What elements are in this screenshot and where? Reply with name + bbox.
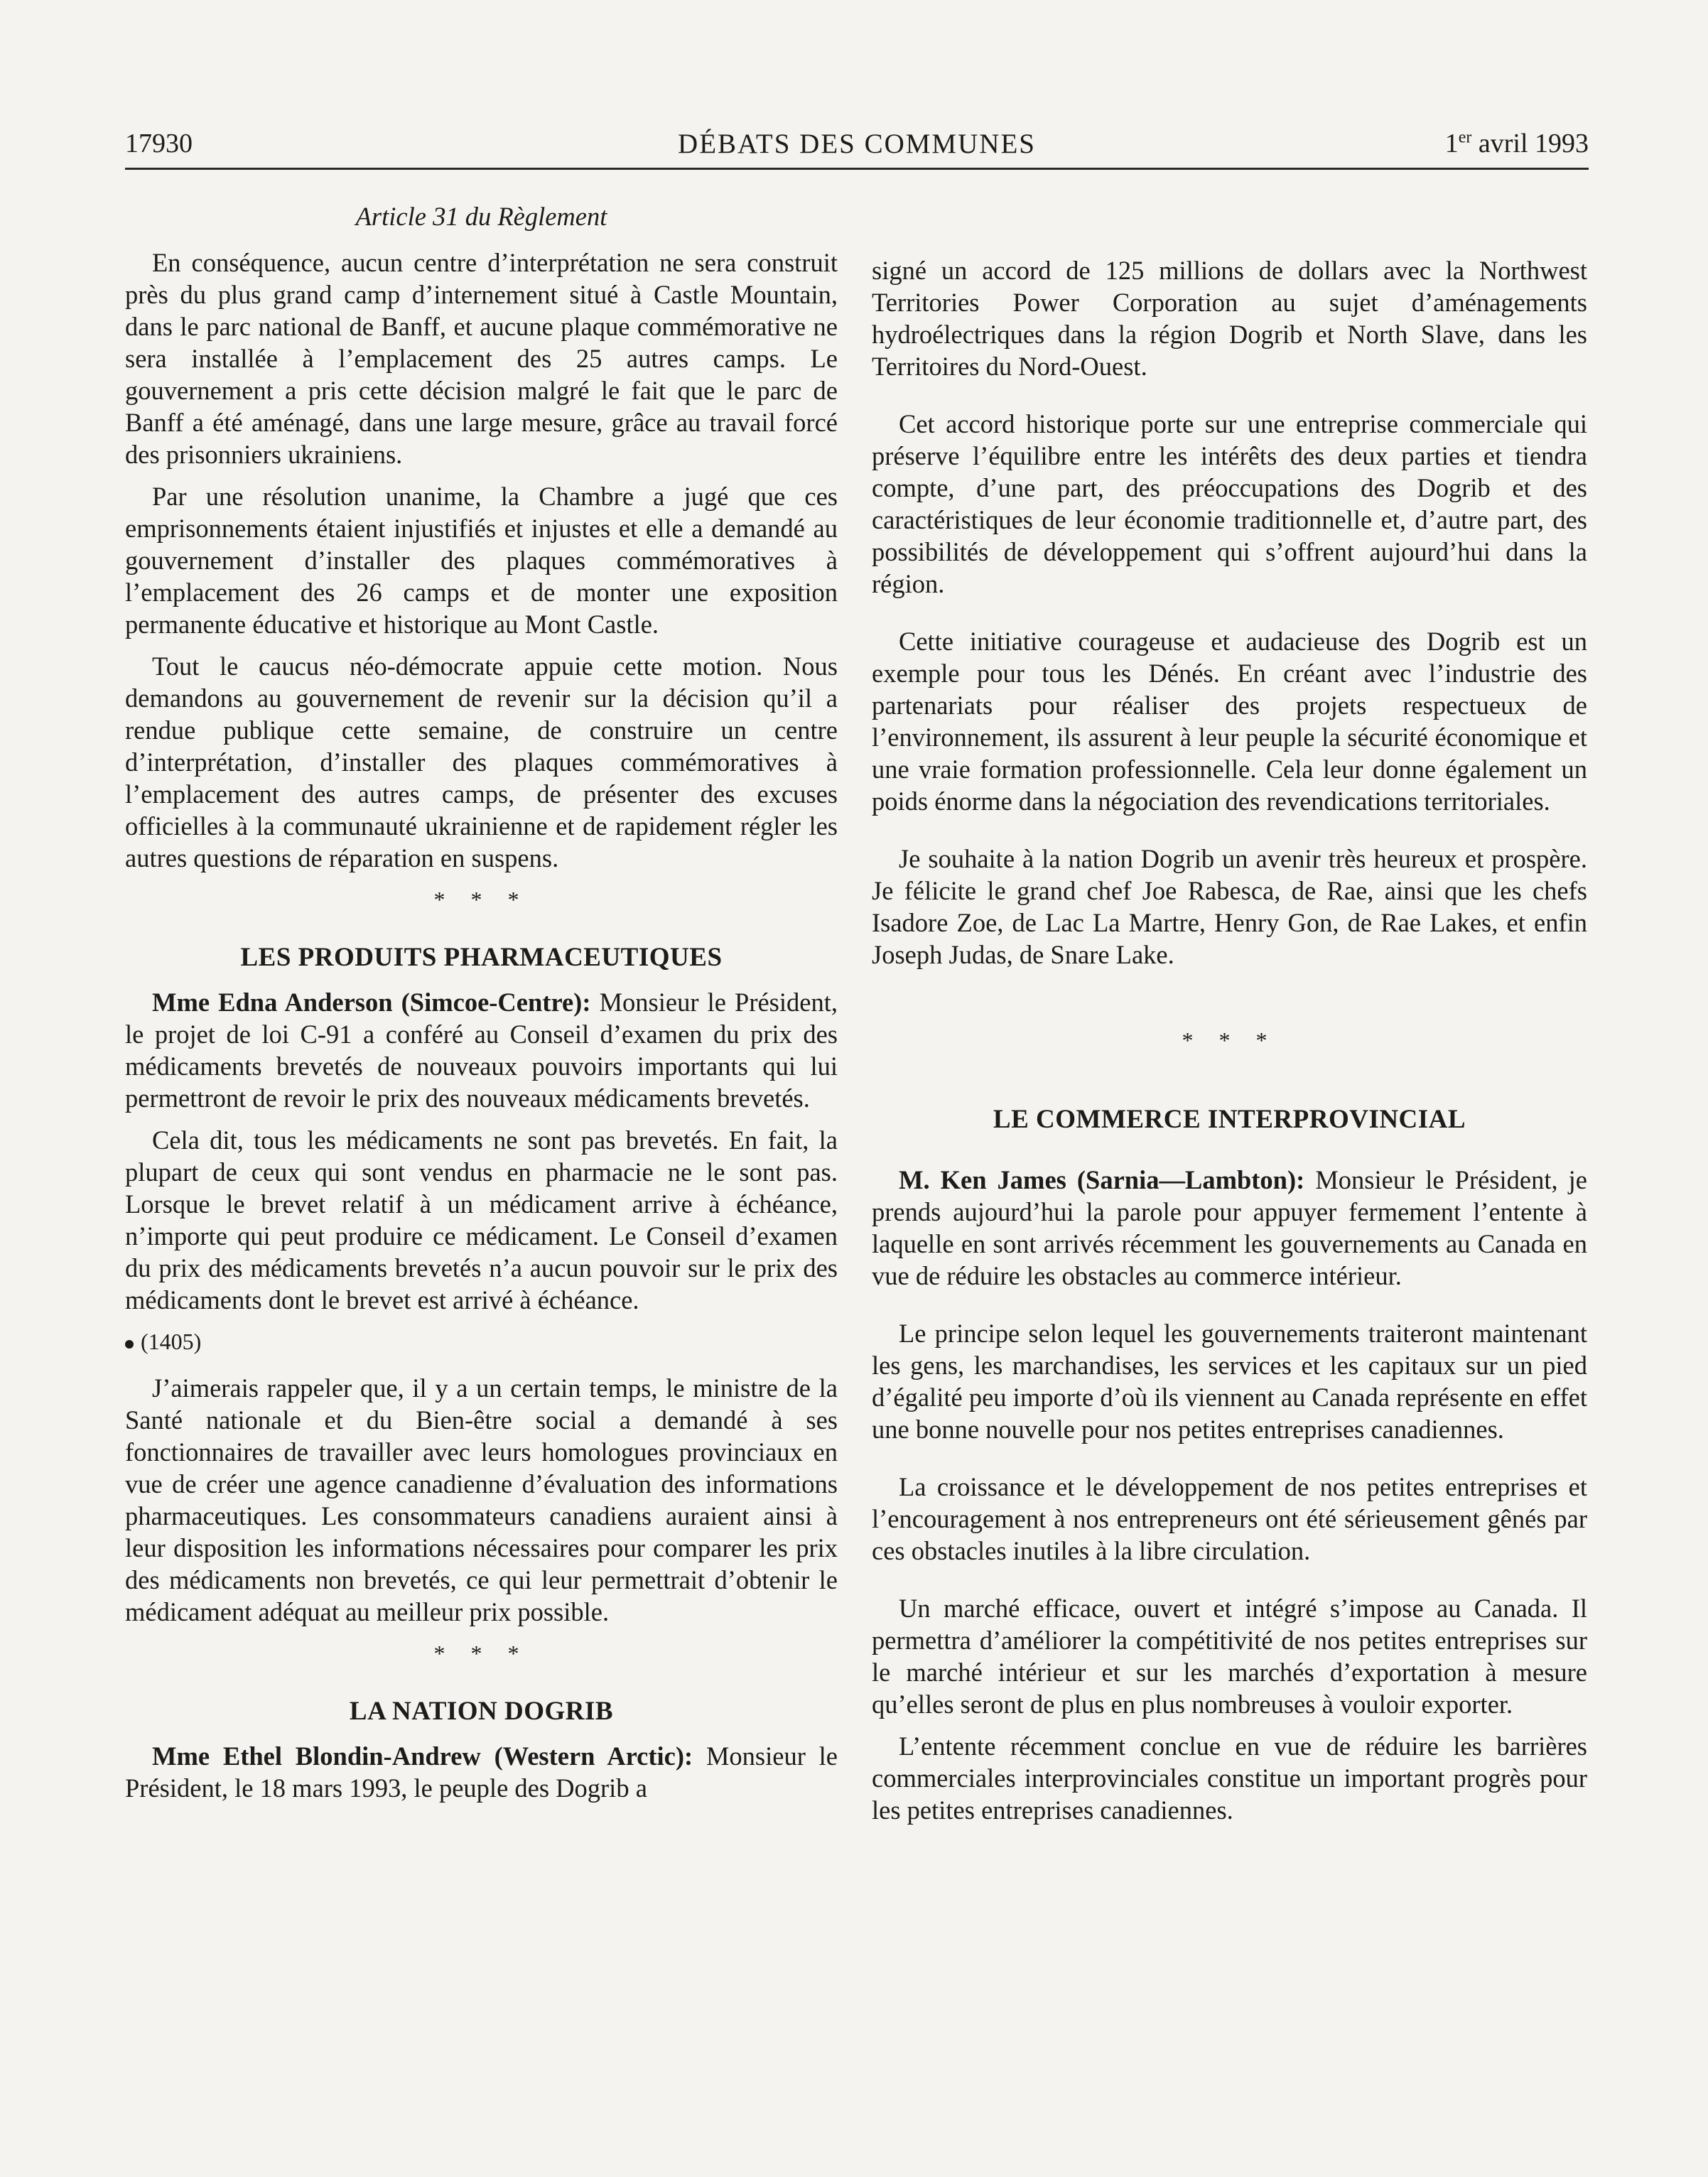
left-column [125,200,838,1814]
section-heading: LE COMMERCE INTERPROVINCIAL [993,1105,1466,1134]
speaker-name: Mme Edna Anderson (Simcoe-Centre): [152,988,591,1017]
paragraph: Cette initiative courageuse et audacieuse des Dogrib est un exemple pour tous les Dénés. En créant avec l’industrie des partenariats pour réaliser des projets respectueux de l’environnement, ils assurent à leur peuple la sécurité économique et une vraie formation professionnelle. Cela leur donne également un poids énorme dans la négociation des revendications territoriales. [872,627,1587,816]
paragraph: Tout le caucus néo-démocrate appuie cette motion. Nous demandons au gouvernement de revenir sur la décision qu’il a rendue publique cette semaine, de construire un centre d’interprétation, d’installer des plaques commémoratives à l’emplacement des autres camps, de présenter des excuses officielles à la communauté ukrainienne et de rapidement régler les autres questions de réparation en suspens. [125,652,838,873]
bullet-icon [125,1340,134,1349]
right-column [872,254,1587,1836]
article-heading: Article 31 du Règlement [355,202,607,231]
publication-date: 1er avril 1993 [1444,128,1589,158]
paragraph: L’entente récemment conclue en vue de réduire les barrières commerciales interprovinciales constitue un important progrès pour les petites entreprises canadiennes. [872,1732,1587,1825]
section-separator: * * * [433,1641,529,1666]
paragraph: En conséquence, aucun centre d’interprétation ne sera construit près du plus grand camp d’internement situé à Castle Mountain, dans le parc national de Banff, et aucune plaque commémorative ne sera installée à l’emplacement des 25 autres camps. Le gouvernement a pris cette décision malgré le fait que le parc de Banff a été aménagé, dans une large mesure, grâce au travail forcé des prisonniers ukrainiens. [125,248,838,469]
page-number: 17930 [125,129,193,158]
speech-paragraph: Mme Edna Anderson (Simcoe-Centre): Monsieur le Président, le projet de loi C-91 a conféré au Conseil d’examen du prix des médicaments brevetés de nouveaux pouvoirs importants qui lui permettront de revoir le prix des nouveaux médicaments brevetés. [125,988,838,1113]
section-separator: * * * [433,887,529,912]
speech-paragraph: M. Ken James (Sarnia—Lambton): Monsieur le Président, je prends aujourd’hui la parole pour appuyer fermement l’entente à laquelle en sont arrivés récemment les gouvernements au Canada en vue de réduire les obstacles au commerce intérieur. [872,1165,1587,1290]
paragraph: Cet accord historique porte sur une entreprise commerciale qui préserve l’équilibre entre les intérêts des deux parties et tiendra compte, d’une part, des préoccupations des Dogrib et des caractéristiques de leur économie traditionnelle et, d’autre part, des possibilités de développement qui s’offrent aujourd’hui dans la région. [872,409,1587,598]
paragraph: Un marché efficace, ouvert et intégré s’impose au Canada. Il permettra d’améliorer la compétitivité de nos petites entreprises sur le marché intérieur et sur les marchés d’exportation à mesure qu’elles seront de plus en plus nombreuses à vouloir exporter. [872,1594,1587,1719]
paragraph: Cela dit, tous les médicaments ne sont pas brevetés. En fait, la plupart de ceux qui sont vendus en pharmacie ne le sont pas. Lorsque le brevet relatif à un médicament arrive à échéance, n’importe qui peut produire ce médicament. Le Conseil d’examen du prix des médicaments brevetés n’a aucun pouvoir sur le prix des médicaments dont le brevet est arrivé à échéance. [125,1125,838,1314]
speaker-name: M. Ken James (Sarnia—Lambton): [899,1165,1305,1194]
paragraph: Par une résolution unanime, la Chambre a jugé que ces emprisonnements étaient injustifiés et injustes et elle a demandé au gouvernement d’installer des plaques commémoratives à l’emplacement des 26 camps et de monter une exposition permanente éducative et historique au Mont Castle. [125,482,838,639]
paragraph: signé un accord de 125 millions de dollars avec la Northwest Territories Power Corporation au sujet d’aménagements hydroélectriques dans la région Dogrib et North Slave, dans les Territoires du Nord-Ouest. [872,256,1587,381]
paragraph: Le principe selon lequel les gouvernements traiteront maintenant les gens, les marchandises, les services et les capitaux sur un pied d’égalité peu importe d’où ils viennent au Canada représente en effet une bonne nouvelle pour nos petites entreprises canadiennes. [872,1319,1587,1444]
section-separator: * * * [1182,1027,1277,1053]
paragraph: J’aimerais rappeler que, il y a un certain temps, le ministre de la Santé nationale et du Bien-être social a demandé à ses fonctionnaires de travailler avec leurs homologues provinciaux en vue de créer une agence canadienne d’évaluation des informations pharmaceutiques. Les consommateurs canadiens auraient ainsi à leur disposition les informations nécessaires pour comparer les prix des médicaments non brevetés, ce qui leur permettrait d’obtenir le médicament adéquat au meilleur prix possible. [125,1373,838,1626]
publication-title: DÉBATS DES COMMUNES [678,129,1036,159]
timestamp: (1405) [125,1326,838,1358]
paragraph: Je souhaite à la nation Dogrib un avenir très heureux et prospère. Je félicite le grand chef Joe Rabesca, de Rae, ainsi que les chefs Isadore Zoe, de Lac La Martre, Henry Gon, de Rae Lakes, et enfin Joseph Judas, de Snare Lake. [872,844,1587,969]
speech-paragraph: Mme Ethel Blondin-Andrew (Western Arctic): Monsieur le Président, le 18 mars 1993, le peuple des Dogrib a [125,1741,838,1803]
section-heading: LES PRODUITS PHARMACEUTIQUES [240,943,723,972]
page-header [125,125,1589,170]
paragraph: La croissance et le développement de nos petites entreprises et l’encouragement à nos entrepreneurs ont été sérieusement gênés par ces obstacles inutiles à la libre circulation. [872,1472,1587,1565]
section-heading: LA NATION DOGRIB [349,1697,614,1726]
speaker-name: Mme Ethel Blondin-Andrew (Western Arctic): [152,1741,693,1771]
